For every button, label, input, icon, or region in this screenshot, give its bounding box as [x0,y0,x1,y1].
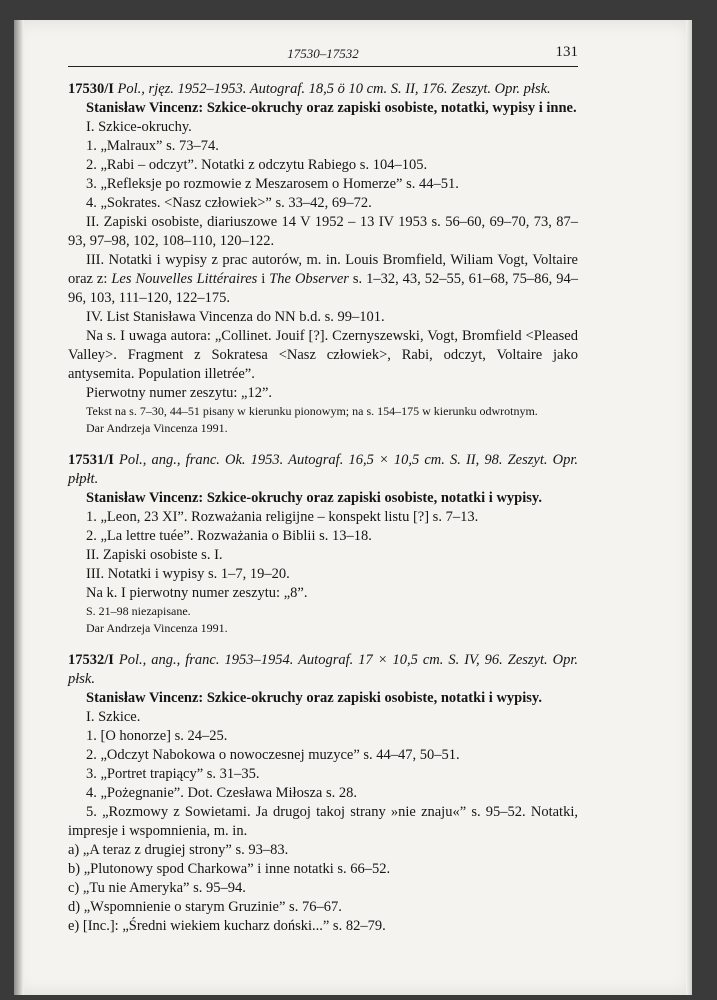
entry-meta: Pol., ang., franc. 1953–1954. Autograf. 17 × 10,5 cm. S. IV, 96. Zeszyt. Opr. płsk. [68,652,578,687]
entry-line: 2. „La lettre tuée”. Rozważania o Biblii s. 13–18. [86,528,372,544]
entry-heading [68,451,578,489]
entry-signature: 17530/I [68,81,114,97]
entry-line: c) „Tu nie Ameryka” s. 95–94. [68,880,246,896]
page-gutter-shadow [14,20,24,995]
page-edge-shadow [686,20,692,995]
entry-line: 5. „Rozmowy z Sowietami. Ja drugoj takoj strany »nie znaju«” s. 95–52. Notatki, impresje i wspomnienia, m. in. [68,804,578,839]
entry-line: 4. „Pożegnanie”. Dot. Czesława Miłosza s. 28. [86,785,357,801]
entry-line: e) [Inc.]: „Średni wiekiem kucharz doński...” s. 82–79. [68,918,386,934]
journal-title: Les Nouvelles Littéraires [111,271,258,287]
entry-note: Dar Andrzeja Vincenza 1991. [86,421,228,435]
entry-meta: Pol., rjęz. 1952–1953. Autograf. 18,5 ö 10 cm. S. II, 176. Zeszyt. Opr. płsk. [117,81,551,97]
entry-line: d) „Wspomnienie o starym Gruzinie” s. 76–67. [68,899,342,915]
entry-title: Stanisław Vincenz: Szkice-okruchy oraz zapiski osobiste, notatki i wypisy. [86,690,542,706]
page-header [68,44,578,67]
entry-line: Na s. I uwaga autora: „Collinet. Jouif [?]. Czernyszewski, Vogt, Bromfield <Pleased Valley>. Fragment z Sokratesa <Nasz człowiek>, Rabi, odczyt, Voltaire jako antysemita. Population illetrée”. [68,328,578,382]
entry-signature: 17532/I [68,652,114,668]
entry-line: 4. „Sokrates. <Nasz człowiek>” s. 33–42, 69–72. [86,195,372,211]
entry-line: II. Zapiski osobiste s. I. [86,547,223,563]
entry-line: Na k. I pierwotny numer zeszytu: „8”. [86,585,308,601]
entry-line: 1. „Malraux” s. 73–74. [86,138,219,154]
entry-line: 1. „Leon, 23 XI”. Rozważania religijne – konspekt listu [?] s. 7–13. [86,509,479,525]
entry-line: a) „A teraz z drugiej strony” s. 93–83. [68,842,289,858]
line-text: III. Notatki i wypisy z prac autorów, m. in. Louis Bromfield, Wiliam Vogt, Voltaire oraz z: [68,252,578,287]
running-title: 17530–17532 [287,46,359,61]
entry-title: Stanisław Vincenz: Szkice-okruchy oraz zapiski osobiste, notatki i wypisy. [86,490,542,506]
entry-line: 3. „Refleksje po rozmowie z Meszarosem o Homerze” s. 44–51. [86,176,459,192]
entry-line: III. Notatki i wypisy s. 1–7, 19–20. [86,566,290,582]
entry-note: Tekst na s. 7–30, 44–51 pisany w kierunku pionowym; na s. 154–175 w kierunku odwrotnym. [86,404,538,418]
entry-line: II. Zapiski osobiste, diariuszowe 14 V 1952 – 13 IV 1953 s. 56–60, 69–70, 73, 87–93, 97–98, 102, 108–110, 120–122. [68,214,578,249]
entry-line: I. Szkice-okruchy. [86,119,192,135]
entry-meta: Pol., ang., franc. Ok. 1953. Autograf. 16,5 × 10,5 cm. S. II, 98. Zeszyt. Opr. płpłt. [68,452,578,487]
entry-signature: 17531/I [68,452,114,468]
line-text: i [257,271,270,287]
entry-line: Pierwotny numer zeszytu: „12”. [86,385,273,401]
catalog-entry [68,80,578,437]
entry-line: 2. „Odczyt Nabokowa o nowoczesnej muzyce” s. 44–47, 50–51. [86,747,460,763]
catalog-entry [68,651,578,936]
entry-line: IV. List Stanisława Vincenza do NN b.d. s. 99–101. [86,309,385,325]
entry-title: Stanisław Vincenz: Szkice-okruchy oraz zapiski osobiste, notatki, wypisy i inne. [86,100,577,116]
entry-line: 3. „Portret trapiący” s. 31–35. [86,766,260,782]
entry-heading [68,80,578,99]
entry-heading [68,651,578,689]
journal-title: The Observer [269,271,349,287]
entry-line: b) „Plutonowy spod Charkowa” i inne notatki s. 66–52. [68,861,391,877]
entry-line: 2. „Rabi – odczyt”. Notatki z odczytu Rabiego s. 104–105. [86,157,428,173]
entry-note: S. 21–98 niezapisane. [86,604,191,618]
page-number: 131 [555,44,578,60]
entry-line [68,251,578,308]
catalog-entry [68,451,578,637]
entry-note: Dar Andrzeja Vincenza 1991. [86,621,228,635]
catalog-content [68,80,578,950]
entry-line: 1. [O honorze] s. 24–25. [86,728,228,744]
entry-line: I. Szkice. [86,709,141,725]
line-text: s. 1–32, 43, 52–55, 61–68, 75–86, 94–96, 103, 111–120, 122–175. [68,271,579,306]
